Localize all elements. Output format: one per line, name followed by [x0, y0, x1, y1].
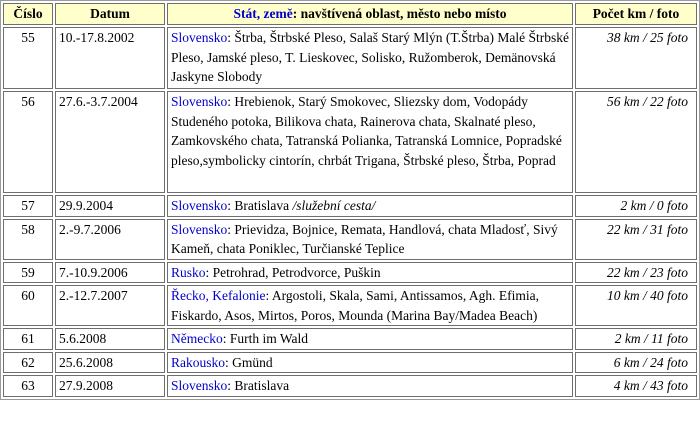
row-datum: 2.-12.7.2007 [55, 285, 165, 326]
table-row [3, 262, 697, 284]
row-count: 22 km / 31 foto [575, 219, 697, 260]
row-country-link[interactable]: Slovensko [171, 221, 228, 237]
row-places-cell [167, 328, 573, 350]
row-datum: 29.9.2004 [55, 195, 165, 217]
row-count: 2 km / 11 foto [575, 328, 697, 350]
row-cislo: 63 [3, 375, 53, 397]
row-datum: 25.6.2008 [55, 352, 165, 374]
row-country-link[interactable]: Německo [171, 331, 223, 346]
table-row [3, 27, 697, 89]
header-stat-rest: : navštívená oblast, město nebo místo [292, 6, 507, 21]
row-cislo: 59 [3, 262, 53, 284]
header-stat-label: Stát, země [233, 6, 293, 21]
row-places: : Gmünd [225, 354, 273, 370]
row-country-link[interactable]: Rakousko [171, 354, 225, 370]
row-places-cell [167, 27, 573, 89]
row-places: : Hrebienok, Starý Smokovec, Sliezsky dom, Vodopády Studeného potoka, Bilikova chata, Rainerova chata, Skalnaté pleso, Zamkovského chata, Tatranská Polianka, Tatranská Lomnice, Popradské pleso,symbolicky cintorín, chrbát Trigana, Štrbské pleso, Štrba, Poprad [171, 94, 562, 168]
row-count: 22 km / 23 foto [575, 262, 697, 284]
row-country-link[interactable]: Slovensko [171, 198, 228, 213]
row-places-cell [167, 352, 573, 374]
row-count: 56 km / 22 foto [575, 91, 697, 193]
row-datum: 27.6.-3.7.2004 [55, 91, 165, 193]
row-places: : Bratislava [227, 378, 290, 393]
header-datum: Datum [55, 3, 165, 25]
row-count: 6 km / 24 foto [575, 352, 697, 374]
row-places-cell [167, 91, 573, 193]
row-places: : Prievidza, Bojnice, Remata, Handlová, chata Mladosť, Sivý Kameň, chata Poniklec, Turčianské Teplice [171, 221, 558, 256]
table-row [3, 195, 697, 217]
row-cislo: 60 [3, 285, 53, 326]
row-datum: 7.-10.9.2006 [55, 262, 165, 284]
row-places: : Furth im Wald [222, 331, 309, 346]
row-count: 2 km / 0 foto [575, 195, 697, 217]
table-row [3, 352, 697, 374]
table-row [3, 91, 697, 193]
table-row [3, 285, 697, 326]
row-count: 4 km / 43 foto [575, 375, 697, 397]
row-cislo: 62 [3, 352, 53, 374]
header-cislo: Číslo [3, 3, 53, 25]
row-cislo: 61 [3, 328, 53, 350]
row-datum: 27.9.2008 [55, 375, 165, 397]
row-places: : Argostoli, Skala, Sami, Antissamos, Agh. Efimia, Fiskardo, Asos, Mirtos, Poros, Mounda (Marina Bay/Madea Beach) [171, 288, 539, 323]
row-datum: 10.-17.8.2002 [55, 27, 165, 89]
table-row [3, 328, 697, 350]
row-places: : Petrohrad, Petrodvorce, Puškin [205, 264, 381, 280]
row-count: 10 km / 40 foto [575, 285, 697, 326]
row-country-link[interactable]: Slovensko [171, 30, 228, 45]
row-places: : Štrba, Štrbské Pleso, Salaš Starý Mlýn (T.Štrba) Malé Štrbské Pleso, Jamské pleso, T. Lieskovec, Solisko, Ružomberok, Demänovská Jaskyne Slobody [171, 30, 569, 84]
row-datum: 5.6.2008 [55, 328, 165, 350]
row-datum: 2.-9.7.2006 [55, 219, 165, 260]
row-country-link[interactable]: Řecko, Kefalonie [171, 288, 266, 303]
table-row [3, 219, 697, 260]
row-cislo: 56 [3, 91, 53, 193]
row-cislo: 58 [3, 219, 53, 260]
row-count: 38 km / 25 foto [575, 27, 697, 89]
row-places: : Bratislava [227, 198, 293, 213]
row-places-cell [167, 219, 573, 260]
row-cislo: 55 [3, 27, 53, 89]
row-places-cell [167, 375, 573, 397]
row-places-cell [167, 285, 573, 326]
row-cislo: 57 [3, 195, 53, 217]
row-country-link[interactable]: Rusko [171, 264, 206, 280]
header-stat [167, 3, 573, 25]
row-places-cell [167, 262, 573, 284]
row-places-cell [167, 195, 573, 217]
header-pocet: Počet km / foto [575, 3, 697, 25]
row-country-link[interactable]: Slovensko [171, 94, 228, 109]
row-note: /služební cesta/ [292, 198, 376, 213]
table-row [3, 375, 697, 397]
row-country-link[interactable]: Slovensko [171, 378, 228, 393]
header-row [3, 3, 697, 25]
